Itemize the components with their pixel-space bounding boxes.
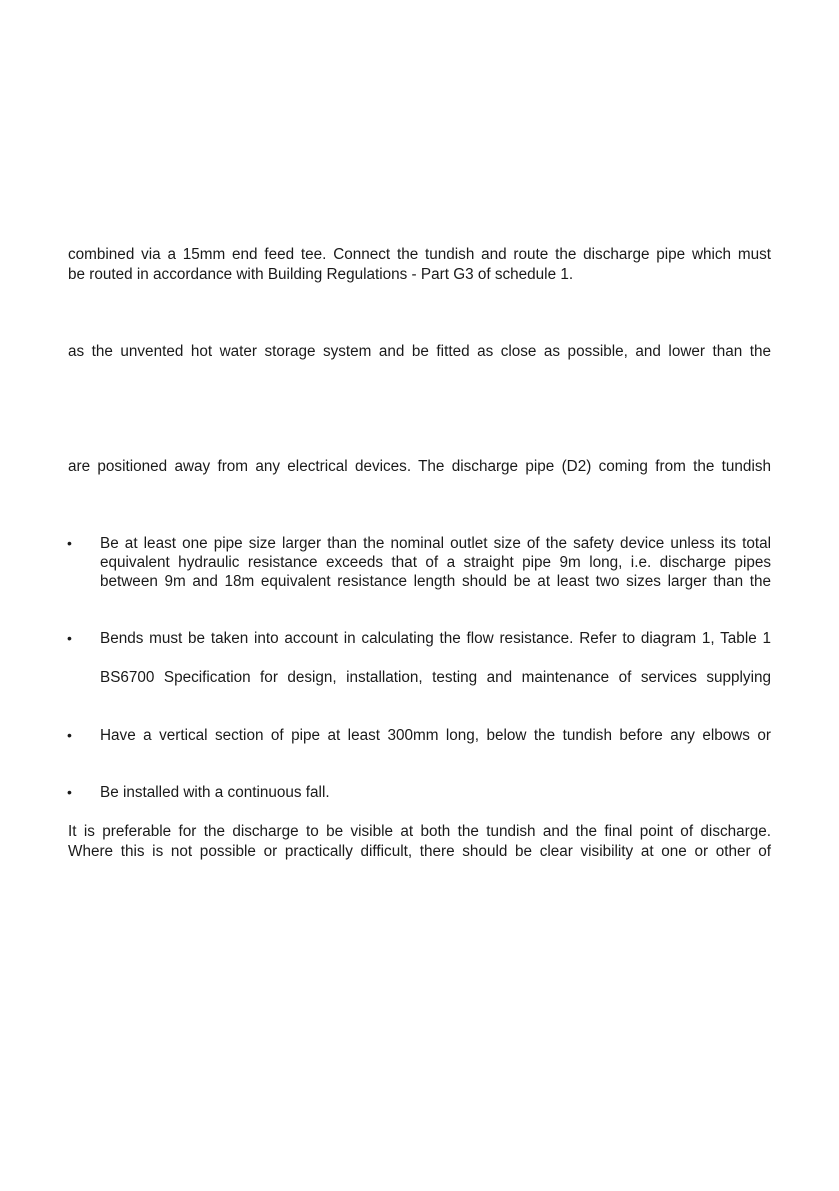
bullet-1-line-2: equivalent hydraulic resistance exceeds that of a straight pipe 9m long, i.e. discharge pipes xyxy=(100,554,771,571)
bullet-3-line-1: Have a vertical section of pipe at least 300mm long, below the tundish before any elbows or xyxy=(100,727,771,744)
bullet-2-extra-line: BS6700 Specification for design, installation, testing and maintenance of services supplying xyxy=(100,669,771,686)
bullet-4-symbol: • xyxy=(67,784,72,800)
bullet-4-line-1: Be installed with a continuous fall. xyxy=(100,784,330,801)
bullet-1-line-1: Be at least one pipe size larger than the nominal outlet size of the safety device unless its total xyxy=(100,535,771,552)
paragraph-1-line-1: combined via a 15mm end feed tee. Connect the tundish and route the discharge pipe which must xyxy=(68,246,771,263)
bullet-2-symbol: • xyxy=(67,630,72,646)
paragraph-4-line-1: It is preferable for the discharge to be visible at both the tundish and the final point of discharge. xyxy=(68,823,771,840)
paragraph-4-line-2: Where this is not possible or practically difficult, there should be clear visibility at one or other of xyxy=(68,843,771,860)
bullet-3-symbol: • xyxy=(67,727,72,743)
paragraph-3-line-1: are positioned away from any electrical devices. The discharge pipe (D2) coming from the tundish xyxy=(68,458,771,475)
bullet-1-line-3: between 9m and 18m equivalent resistance length should be at least two sizes larger than the xyxy=(100,573,771,590)
paragraph-2-line-1: as the unvented hot water storage system and be fitted as close as possible, and lower than the xyxy=(68,343,771,360)
bullet-1-symbol: • xyxy=(67,535,72,551)
paragraph-1-line-2: be routed in accordance with Building Regulations - Part G3 of schedule 1. xyxy=(68,266,574,283)
bullet-2-line-1: Bends must be taken into account in calculating the flow resistance. Refer to diagram 1, Table 1 xyxy=(100,630,771,647)
